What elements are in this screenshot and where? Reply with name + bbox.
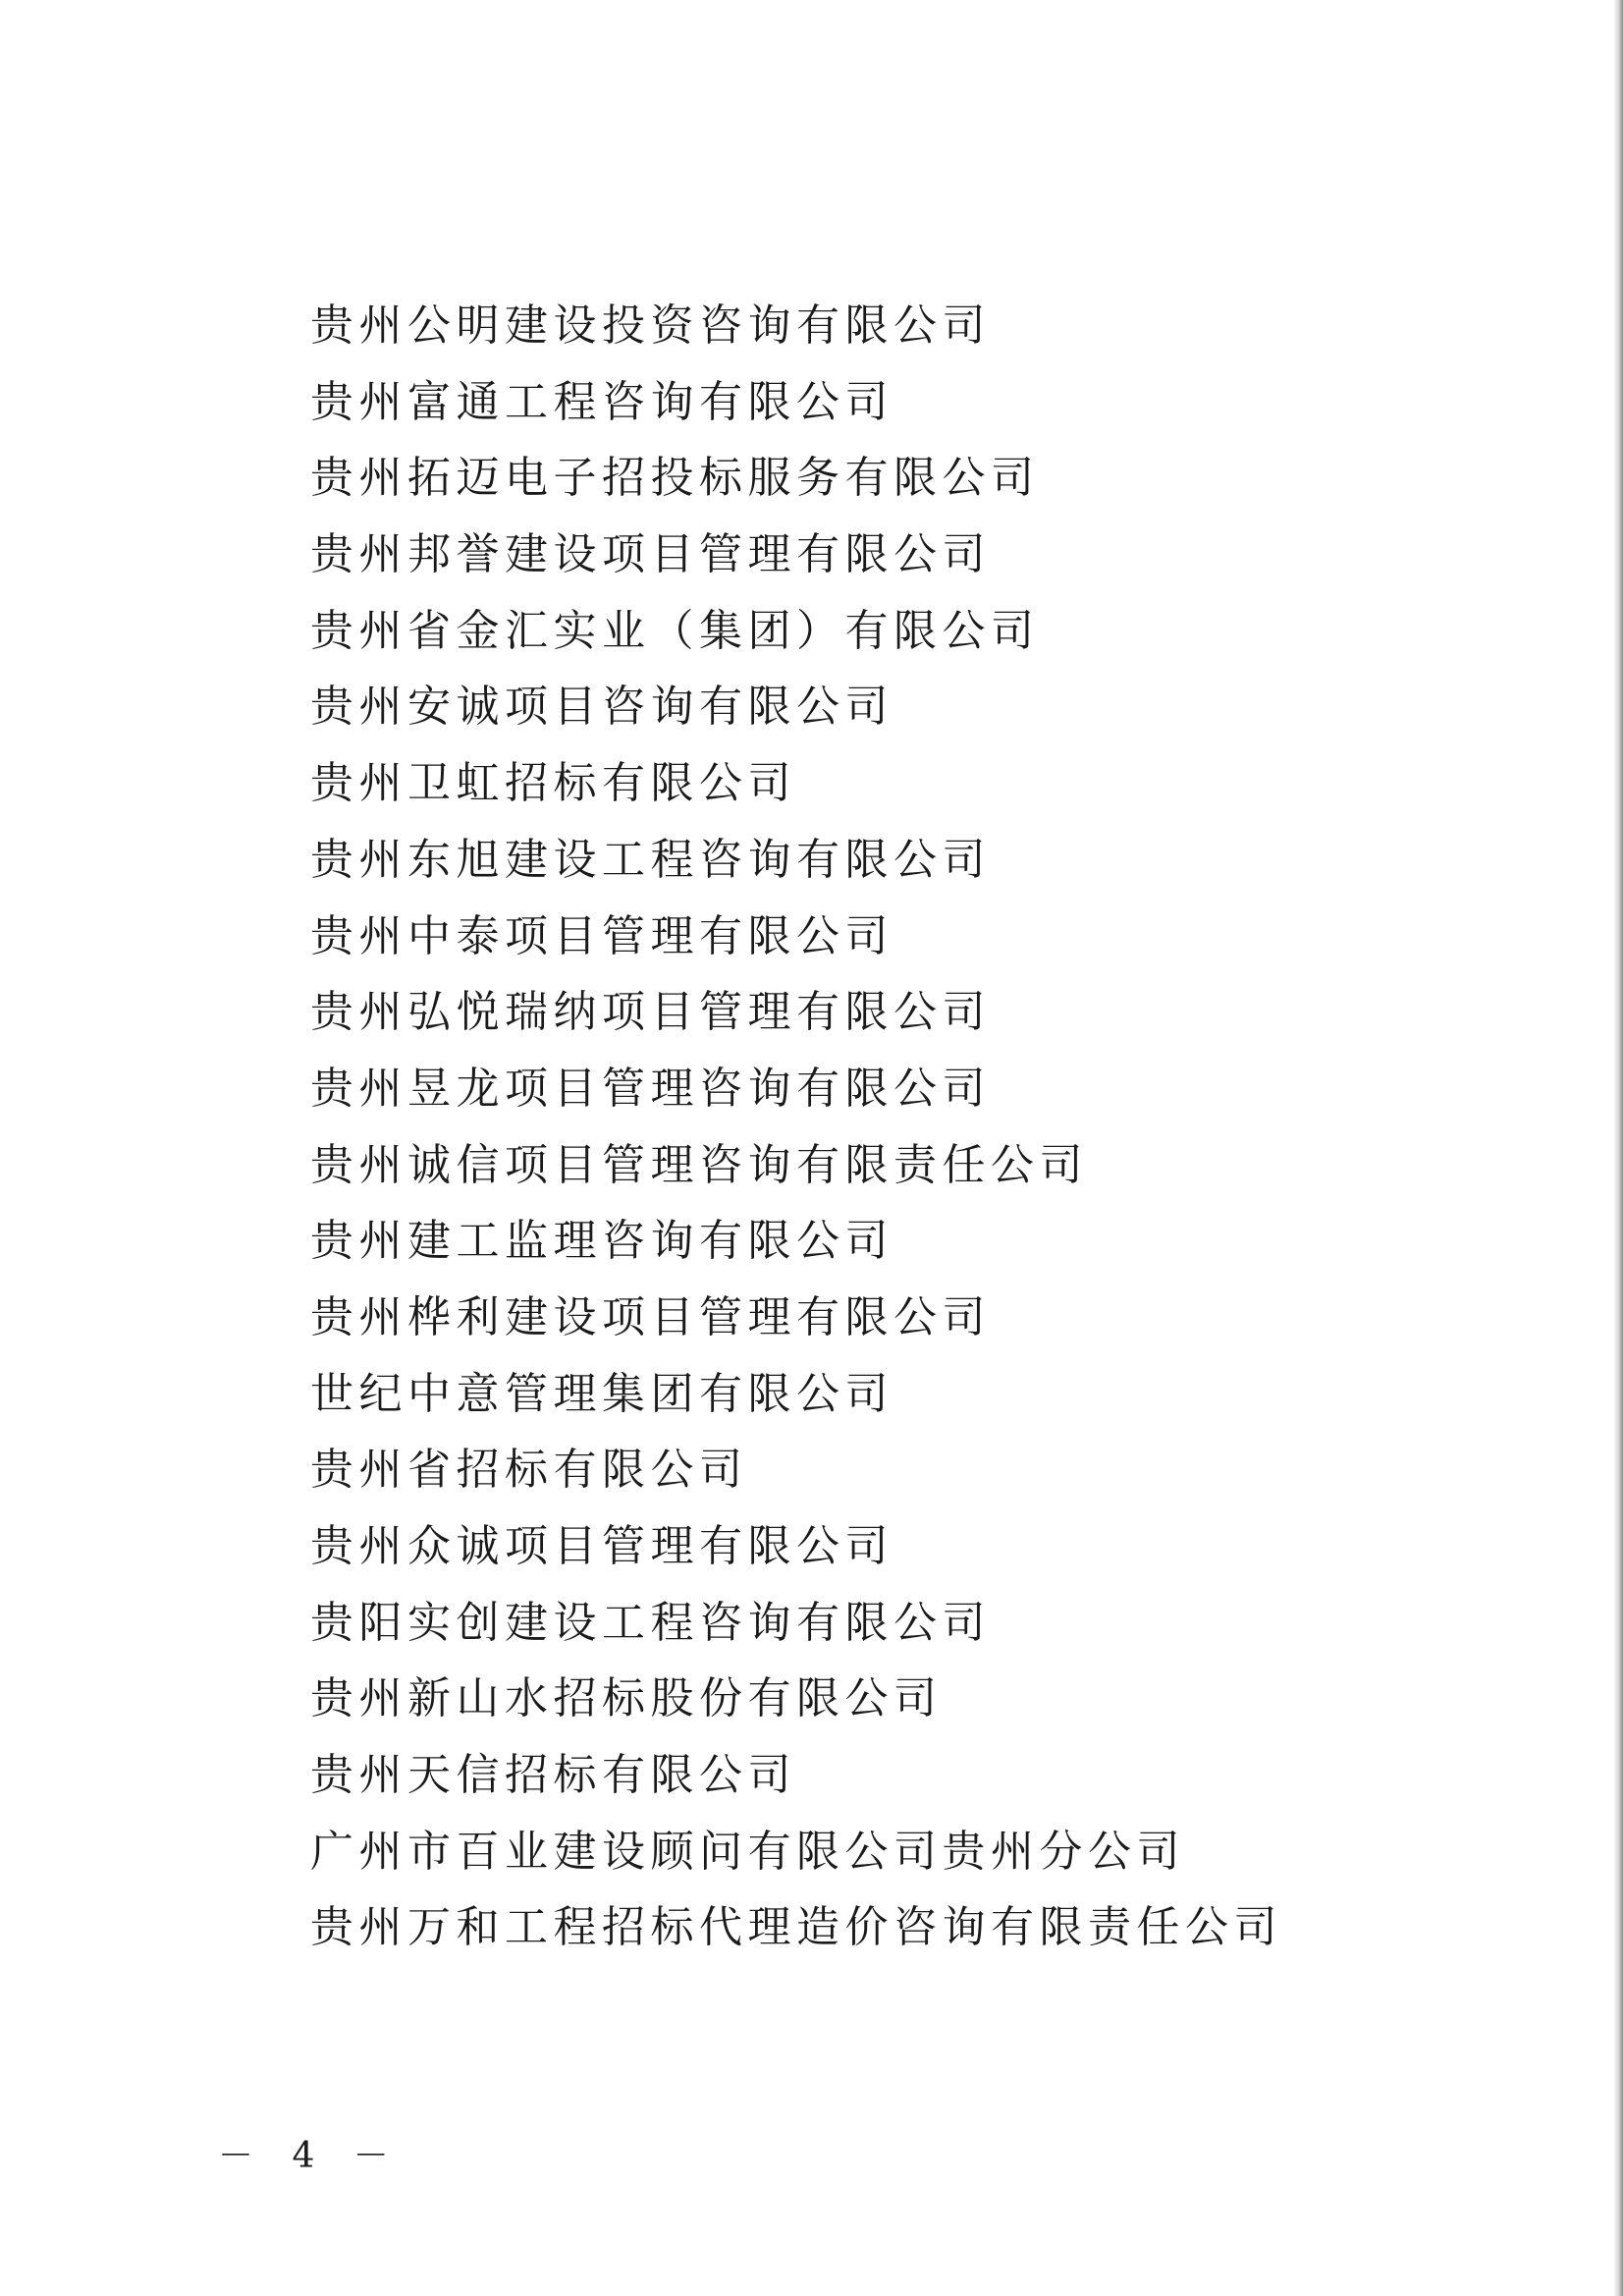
company-name: 贵州弘悦瑞纳项目管理有限公司	[310, 987, 991, 1038]
company-name: 贵州省招标有限公司	[310, 1445, 748, 1496]
company-name: 贵州桦利建设项目管理有限公司	[310, 1291, 991, 1342]
page-edge-shadow	[1613, 0, 1623, 2296]
company-name: 贵州省金汇实业（集团）有限公司	[310, 605, 1040, 656]
company-name: 贵阳实创建设工程咨询有限公司	[310, 1597, 991, 1648]
company-name: 贵州公明建设投资咨询有限公司	[310, 301, 991, 351]
company-name: 世纪中意管理集团有限公司	[310, 1368, 893, 1419]
company-name: 贵州拓迈电子招投标服务有限公司	[310, 453, 1040, 504]
company-name: 贵州新山水招标股份有限公司	[310, 1673, 943, 1724]
company-name: 贵州万和工程招标代理造价咨询有限责任公司	[310, 1902, 1282, 1953]
company-name: 贵州安诚项目咨询有限公司	[310, 682, 893, 733]
company-name: 贵州建工监理咨询有限公司	[310, 1216, 893, 1267]
company-list	[310, 298, 1282, 1976]
company-name: 贵州富通工程咨询有限公司	[310, 376, 893, 427]
company-name: 贵州众诚项目管理有限公司	[310, 1521, 893, 1571]
company-name: 贵州昱龙项目管理咨询有限公司	[310, 1063, 991, 1114]
company-name: 广州市百业建设顾问有限公司贵州分公司	[310, 1826, 1185, 1877]
company-name: 贵州诚信项目管理咨询有限责任公司	[310, 1139, 1088, 1190]
company-name: 贵州东旭建设工程咨询有限公司	[310, 834, 991, 885]
company-name: 贵州天信招标有限公司	[310, 1750, 796, 1801]
company-name: 贵州中泰项目管理有限公司	[310, 910, 893, 961]
company-name: 贵州卫虹招标有限公司	[310, 758, 796, 809]
page-number: － 4 －	[218, 2136, 403, 2176]
company-name: 贵州邦誉建设项目管理有限公司	[310, 529, 991, 580]
